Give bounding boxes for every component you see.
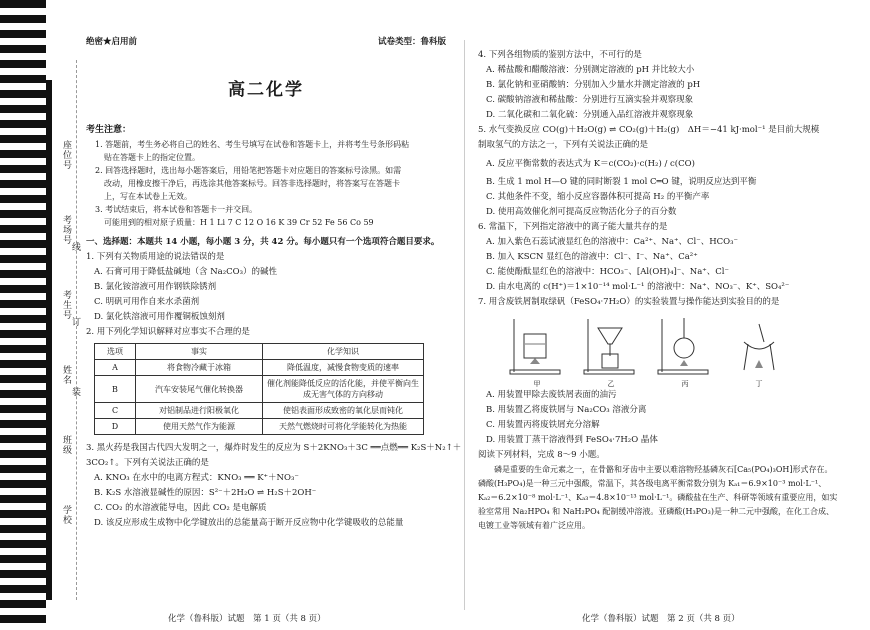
q3-option: A. KNO₃ 在水中的电离方程式：KNO₃ ══ K⁺＋NO₃⁻ bbox=[94, 473, 299, 483]
q5-stem: 5. 水气变换反应 CO(g)＋H₂O(g) ⇌ CO₂(g)＋H₂(g) ΔH＝−41 kJ·mol⁻¹ 是目前大规模 bbox=[478, 125, 820, 135]
q4-option: C. 碳酸钠溶液和稀盐酸：分别进行互滴实验并观察现象 bbox=[486, 95, 694, 105]
page-2-footer: 化学（鲁科版）试题 第 2 页（共 8 页） bbox=[582, 614, 740, 624]
bind-word-staple: 订 bbox=[72, 318, 82, 328]
evaporating-dish-figure bbox=[730, 314, 788, 376]
table-row bbox=[95, 376, 424, 403]
reading-intro: 阅读下列材料，完成 8～9 小题。 bbox=[478, 450, 605, 460]
page-header bbox=[86, 35, 446, 47]
q1-stem: 1. 下列有关物质用途的说法错误的是 bbox=[86, 252, 225, 262]
q5-option: A. 反应平衡常数的表达式为 K＝c(CO₂)·c(H₂) / c(CO) bbox=[486, 159, 695, 169]
q7-option: C. 用装置丙将废铁屑充分溶解 bbox=[486, 420, 600, 430]
flask-heating-figure bbox=[656, 314, 714, 376]
cell: 催化剂能降低反应的活化能，并使平衡向生成无害气体的方向移动 bbox=[263, 376, 424, 403]
section-heading: 一、选择题：本题共 14 小题，每小题 3 分，共 42 分。每小题只有一个选项符合题目要求。 bbox=[86, 237, 440, 247]
q6-stem: 6. 常温下，下列指定溶液中的离子能大量共存的是 bbox=[478, 222, 668, 232]
caption-jia: 甲 bbox=[533, 380, 541, 388]
apparatus-ding bbox=[730, 314, 788, 386]
col-header: 选项 bbox=[95, 344, 136, 360]
page-2 bbox=[478, 48, 838, 533]
q2-stem: 2. 用下列化学知识解释对应事实不合理的是 bbox=[86, 327, 250, 337]
filter-funnel-figure bbox=[582, 314, 640, 376]
q6-option: A. 加入紫色石蕊试液显红色的溶液中：Ca²⁺、Na⁺、Cl⁻、HCO₃⁻ bbox=[486, 237, 738, 247]
q7-stem: 7. 用含废铁屑制取绿矾（FeSO₄·7H₂O）的实验装置与操作能达到实验目的的是 bbox=[478, 297, 780, 307]
reading-material: 磷是重要的生命元素之一，在骨骼和牙齿中主要以难溶物羟基磷灰石[Ca₅(PO₄)₃OH]形式存在。磷酸(H₃PO₄)是一种三元中强酸，常温下，其各级电离平衡常数分别为 Kₐ₁＝6.9×10⁻³ mol·L⁻¹、Kₐ₂＝6.2×10⁻⁸ mol·L⁻¹、Kₐ₃＝4.8×10⁻¹³ mol·L⁻¹。磷酸盐在生产、科研等领域有重要应用，如实验室常用 Na₂HPO₄ 和 NaH₂PO₄ 配制缓冲溶液。亚磷酸(H₃PO₃)是一种二元中强酸，在化工合成、电镀工业等领域有着广泛应用。 bbox=[478, 465, 838, 530]
col-header: 事实 bbox=[136, 344, 263, 360]
q4-option: A. 稀盐酸和醋酸溶液：分别测定溶液的 pH 并比较大小 bbox=[486, 65, 695, 75]
cell: D bbox=[95, 419, 136, 435]
note-line: 上，写在本试卷上无效。 bbox=[104, 192, 192, 201]
cell: 使铝表面形成致密的氧化层而钝化 bbox=[263, 403, 424, 419]
cell: 天然气燃烧时可将化学能转化为热能 bbox=[263, 419, 424, 435]
name-label: 姓名 bbox=[61, 365, 71, 385]
q1-option: C. 明矾可用作自来水杀菌剂 bbox=[94, 297, 200, 307]
q5-option: C. 其他条件不变，缩小反应容器体积可提高 H₂ 的平衡产率 bbox=[486, 192, 710, 202]
apparatus-bing bbox=[656, 314, 714, 386]
table-row bbox=[95, 419, 424, 435]
bind-word-line: 线 bbox=[72, 243, 82, 253]
table-header bbox=[95, 344, 424, 360]
atomic-mass-line: 可能用到的相对原子质量：H 1 Li 7 C 12 O 16 K 39 Cr 52 Fe 56 Co 59 bbox=[104, 218, 374, 227]
col-header: 化学知识 bbox=[263, 344, 424, 360]
cell: 降低温度，减慢食物变质的速率 bbox=[263, 360, 424, 376]
cell: A bbox=[95, 360, 136, 376]
page-1 bbox=[86, 35, 462, 531]
q4-option: D. 二氧化碳和二氧化硫：分别通入品红溶液并观察现象 bbox=[486, 110, 694, 120]
apparatus-row bbox=[508, 314, 838, 386]
notes-heading: 考生注意： bbox=[86, 125, 132, 135]
secret-mark: 绝密★启用前 bbox=[86, 37, 138, 47]
q7-option: B. 用装置乙将废铁屑与 Na₂CO₃ 溶液分离 bbox=[486, 405, 647, 415]
binding-line bbox=[76, 60, 77, 600]
page-divider bbox=[464, 40, 465, 610]
q5-stem-cont: 制取氢气的方法之一，下列有关说法正确的是 bbox=[478, 140, 649, 150]
cell: 使用天然气作为能源 bbox=[136, 419, 263, 435]
q5-option: D. 使用高效催化剂可提高反应物活化分子的百分数 bbox=[486, 207, 677, 217]
q3-stem-cont: 3CO₂↑。下列有关说法正确的是 bbox=[86, 458, 209, 468]
caption-bing: 丙 bbox=[681, 380, 689, 388]
q7-option: A. 用装置甲除去废铁屑表面的油污 bbox=[486, 390, 617, 400]
q3-option: C. CO₂ 的水溶液能导电，因此 CO₂ 是电解质 bbox=[94, 503, 267, 513]
q6-option: D. 由水电离的 c(H⁺)＝1×10⁻¹⁴ mol·L⁻¹ 的溶液中：Na⁺、NO₃⁻、K⁺、SO₄²⁻ bbox=[486, 282, 790, 292]
page-1-footer: 化学（鲁科版）试题 第 1 页（共 8 页） bbox=[168, 614, 326, 624]
apparatus-yi bbox=[582, 314, 640, 386]
table-row bbox=[95, 360, 424, 376]
note-line: 贴在答题卡上的指定位置。 bbox=[104, 153, 200, 162]
caption-yi: 乙 bbox=[607, 380, 615, 388]
q3-stem: 3. 黑火药是我国古代四大发明之一，爆炸时发生的反应为 S＋2KNO₃＋3C ══点燃══ K₂S＋N₂↑＋ bbox=[86, 443, 462, 453]
ticket-label: 考生号 bbox=[61, 290, 71, 320]
binding-stripe bbox=[0, 0, 46, 630]
cell: 对铝制品进行阳极氧化 bbox=[136, 403, 263, 419]
exam-room-label: 考场号 bbox=[61, 215, 71, 245]
cell: 汽车安装尾气催化转换器 bbox=[136, 376, 263, 403]
q3-option: B. K₂S 水溶液显碱性的原因：S²⁻＋2H₂O ⇌ H₂S＋2OH⁻ bbox=[94, 488, 317, 498]
q1-option: A. 石膏可用于降低盐碱地（含 Na₂CO₃）的碱性 bbox=[94, 267, 278, 277]
exam-title: 高二化学 bbox=[228, 80, 304, 100]
q6-option: C. 能使酚酞显红色的溶液中：HCO₃⁻、[Al(OH)₄]⁻、Na⁺、Cl⁻ bbox=[486, 267, 729, 277]
q4-stem: 4. 下列各组物质的鉴别方法中，不可行的是 bbox=[478, 50, 642, 60]
seat-label: 座位号 bbox=[61, 140, 71, 170]
q7-option: D. 用装置丁蒸干溶液得到 FeSO₄·7H₂O 晶体 bbox=[486, 435, 658, 445]
q4-option: B. 氯化钠和亚硝酸钠：分别加入少量水并测定溶液的 pH bbox=[486, 80, 701, 90]
bind-word-bind: 装 bbox=[72, 388, 82, 398]
q2-table bbox=[94, 343, 424, 435]
caption-ding: 丁 bbox=[755, 380, 763, 388]
class-label: 班级 bbox=[61, 435, 71, 455]
cell: 将食物冷藏于冰箱 bbox=[136, 360, 263, 376]
note-line: 2. 回答选择题时，选出每小题答案后，用铅笔把答题卡对应题目的答案标号涂黑。如需 bbox=[95, 166, 402, 175]
paper-type: 试卷类型：鲁科版 bbox=[377, 37, 446, 47]
note-line: 改动，用橡皮擦干净后，再选涂其他答案标号。回答非选择题时，将答案写在答题卡 bbox=[104, 179, 400, 188]
cell: B bbox=[95, 376, 136, 403]
note-line: 3. 考试结束后，将本试卷和答题卡一并交回。 bbox=[95, 205, 258, 214]
q3-option: D. 该反应形成生成物中化学键放出的总能量高于断开反应物中化学键吸收的总能量 bbox=[94, 518, 404, 528]
q5-option: B. 生成 1 mol H—O 键的同时断裂 1 mol C═O 键，说明反应达到平衡 bbox=[486, 177, 757, 187]
q1-option: B. 氯化铵溶液可用作钢铁除锈剂 bbox=[94, 282, 217, 292]
q6-option: B. 加入 KSCN 显红色的溶液中：Cl⁻、I⁻、Na⁺、Ca²⁺ bbox=[486, 252, 698, 262]
binding-bar bbox=[46, 80, 52, 600]
apparatus-jia bbox=[508, 314, 566, 386]
table-row bbox=[95, 403, 424, 419]
beaker-on-stand-figure bbox=[508, 314, 566, 376]
q1-option: D. 氯化铁溶液可用作覆铜板蚀刻剂 bbox=[94, 312, 225, 322]
cell: C bbox=[95, 403, 136, 419]
school-label: 学校 bbox=[61, 505, 71, 525]
note-line: 1. 答题前，考生务必将自己的姓名、考生号填写在试卷和答题卡上，并将考生号条形码粘 bbox=[95, 140, 410, 149]
